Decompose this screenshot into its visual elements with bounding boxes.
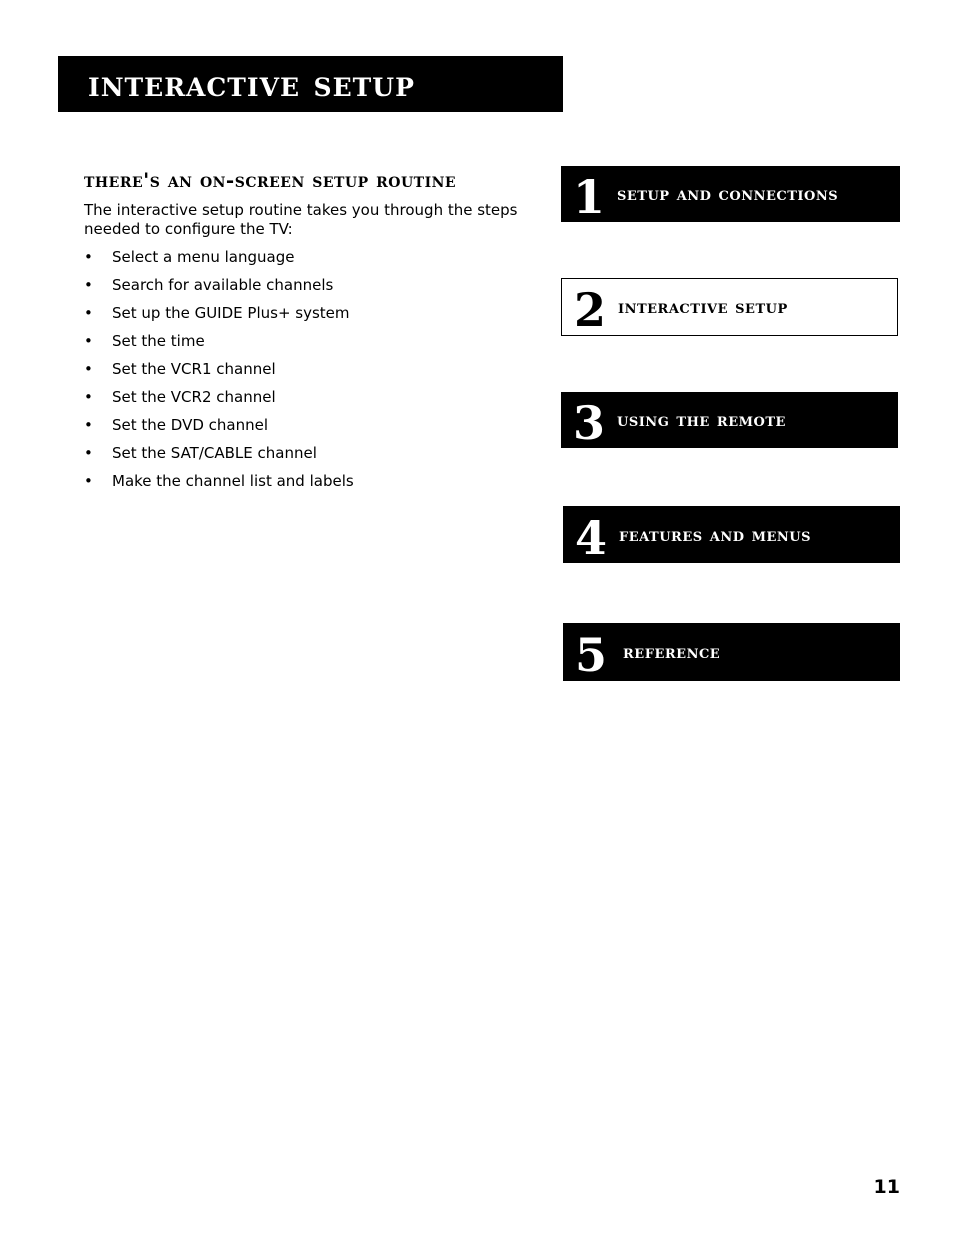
bullet-icon: • (84, 444, 93, 462)
bullet-icon: • (84, 472, 93, 490)
list-item-text: Set the time (112, 332, 205, 350)
list-item (84, 415, 354, 443)
chapter-tab-3[interactable] (561, 392, 898, 448)
bullet-icon: • (84, 416, 93, 434)
bullet-icon: • (84, 276, 93, 294)
page-number: 11 (873, 1176, 900, 1198)
list-item-text: Set the VCR2 channel (112, 388, 276, 406)
bullet-icon: • (84, 248, 93, 266)
list-item (84, 359, 354, 387)
bullet-icon: • (84, 332, 93, 350)
bullet-icon: • (84, 360, 93, 378)
list-item-text: Set the VCR1 channel (112, 360, 276, 378)
list-item (84, 443, 354, 471)
list-item (84, 247, 354, 275)
bullet-icon: • (84, 388, 93, 406)
chapter-number: 2 (573, 283, 606, 337)
setup-steps-list (84, 247, 354, 499)
list-item-text: Set the SAT/CABLE channel (112, 444, 317, 462)
list-item (84, 303, 354, 331)
list-item-text: Search for available channels (112, 276, 334, 294)
chapter-number: 3 (572, 396, 605, 450)
chapter-label: interactive setup (618, 296, 788, 318)
bullet-icon: • (84, 304, 93, 322)
list-item (84, 471, 354, 499)
chapter-label: using the remote (617, 409, 786, 431)
list-item-text: Select a menu language (112, 248, 295, 266)
list-item (84, 275, 354, 303)
list-item-text: Set the DVD channel (112, 416, 269, 434)
chapter-number: 5 (574, 628, 607, 682)
page-header-bar (58, 56, 563, 112)
chapter-tab-2[interactable] (561, 278, 898, 336)
list-item (84, 331, 354, 359)
chapter-tab-5[interactable] (563, 623, 900, 681)
list-item-text: Make the channel list and labels (112, 472, 354, 490)
chapter-label: reference (623, 641, 721, 663)
intro-paragraph: The interactive setup routine takes you through the steps needed to configure the TV: (84, 201, 518, 238)
chapter-label: features and menus (619, 523, 812, 546)
list-item (84, 387, 354, 415)
chapter-tab-4[interactable] (563, 506, 900, 563)
chapter-number: 4 (574, 510, 607, 565)
chapter-tab-1[interactable] (561, 166, 900, 222)
list-item-text: Set up the GUIDE Plus+ system (112, 304, 350, 322)
section-heading: there's an on-screen setup routine (84, 168, 457, 192)
page-title: interactive setup (88, 63, 415, 105)
chapter-label: setup and connections (617, 183, 839, 205)
chapter-number: 1 (572, 170, 605, 224)
